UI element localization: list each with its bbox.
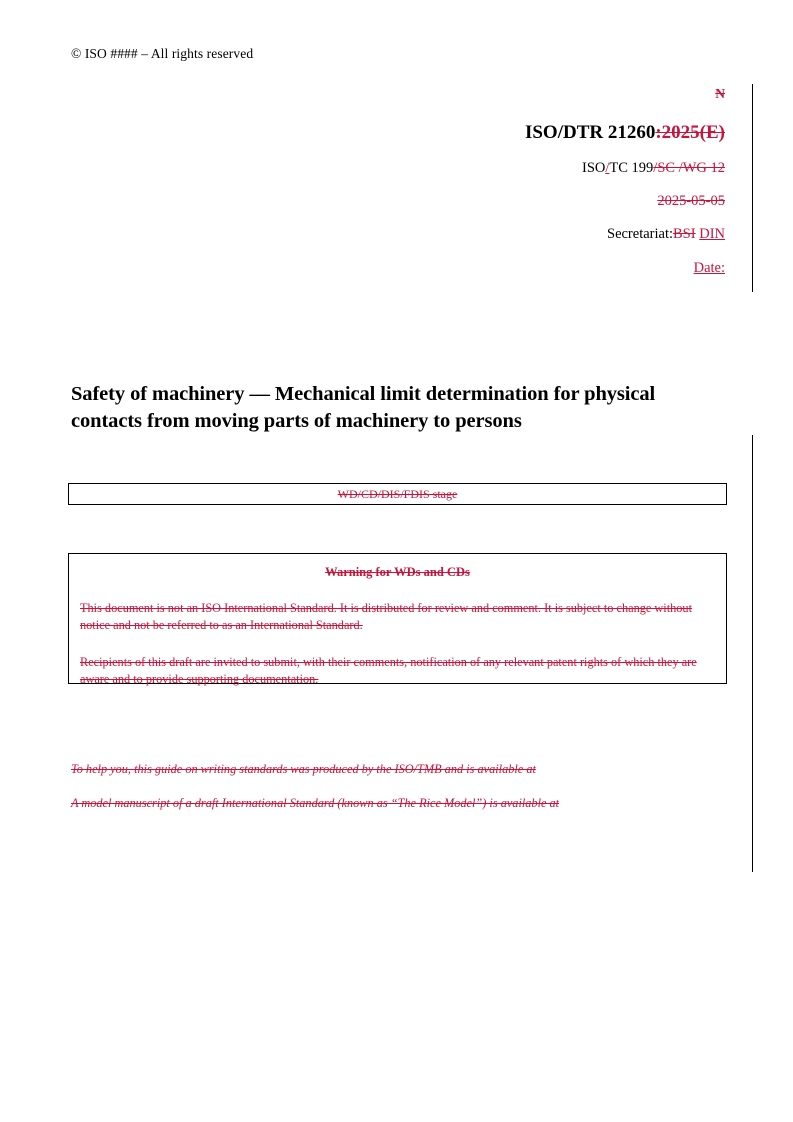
secretariat-deleted: BSI: [673, 226, 696, 242]
guidance-note-1-deleted: To help you, this guide on writing standards was produced by the ISO/TMB and is available at: [71, 762, 536, 776]
warning-box-paragraph-2: [80, 654, 715, 688]
document-number-deleted: :2025(E): [655, 122, 725, 143]
stage-box: [68, 483, 727, 505]
n-marker-deleted: N: [715, 86, 725, 101]
secretariat-inserted: DIN: [699, 226, 725, 242]
document-number-kept: ISO/DTR 21260: [524, 122, 656, 143]
warning-box: [68, 553, 727, 684]
guidance-note-2-deleted: A model manuscript of a draft International Standard (known as “The Rice Model”) is available at: [71, 796, 560, 810]
stage-box-text-deleted: WD/CD/DIS/FDIS stage: [337, 487, 458, 501]
change-bar-segment-top: [752, 84, 753, 292]
guidance-note-1: [71, 761, 536, 778]
document-date-deleted: 2025-05-05: [657, 193, 725, 209]
secretariat-label: Secretariat:: [607, 226, 674, 242]
committee-reference: [305, 157, 725, 179]
warning-box-heading-deleted: Warning for WDs and CDs: [325, 565, 470, 579]
document-title: Safety of machinery — Mechanical limit determination for physical contacts from moving parts of machinery to persons: [71, 383, 656, 432]
date-label-inserted: Date:: [693, 260, 725, 276]
document-identification-block: [305, 84, 725, 279]
n-marker: [305, 84, 725, 108]
warning-box-paragraph-1: [80, 600, 715, 634]
running-header-copyright: © ISO #### – All rights reserved: [71, 46, 254, 61]
warning-box-heading: [80, 564, 715, 580]
guidance-note-2: [71, 795, 559, 812]
warning-box-paragraph-1-deleted: This document is not an ISO International Standard. It is distributed for review and comment. It is subject to change without notice and not be referred to as an International Standard.: [80, 601, 692, 632]
warning-box-paragraph-2-deleted: Recipients of this draft are invited to submit, with their comments, notification of any relevant patent rights of which they are aware and to provide supporting documentation.: [80, 655, 697, 686]
secretariat-line: [305, 223, 725, 245]
date-label-line: [305, 257, 725, 279]
committee-slash-inserted: /: [605, 160, 610, 176]
committee-prefix: ISO: [581, 160, 606, 176]
committee-deleted: /SC /WG 12: [653, 160, 725, 176]
change-bar-segment-main: [752, 435, 753, 872]
document-date: [305, 190, 725, 212]
document-number: [305, 120, 725, 146]
committee-kept: TC 199: [609, 160, 654, 176]
